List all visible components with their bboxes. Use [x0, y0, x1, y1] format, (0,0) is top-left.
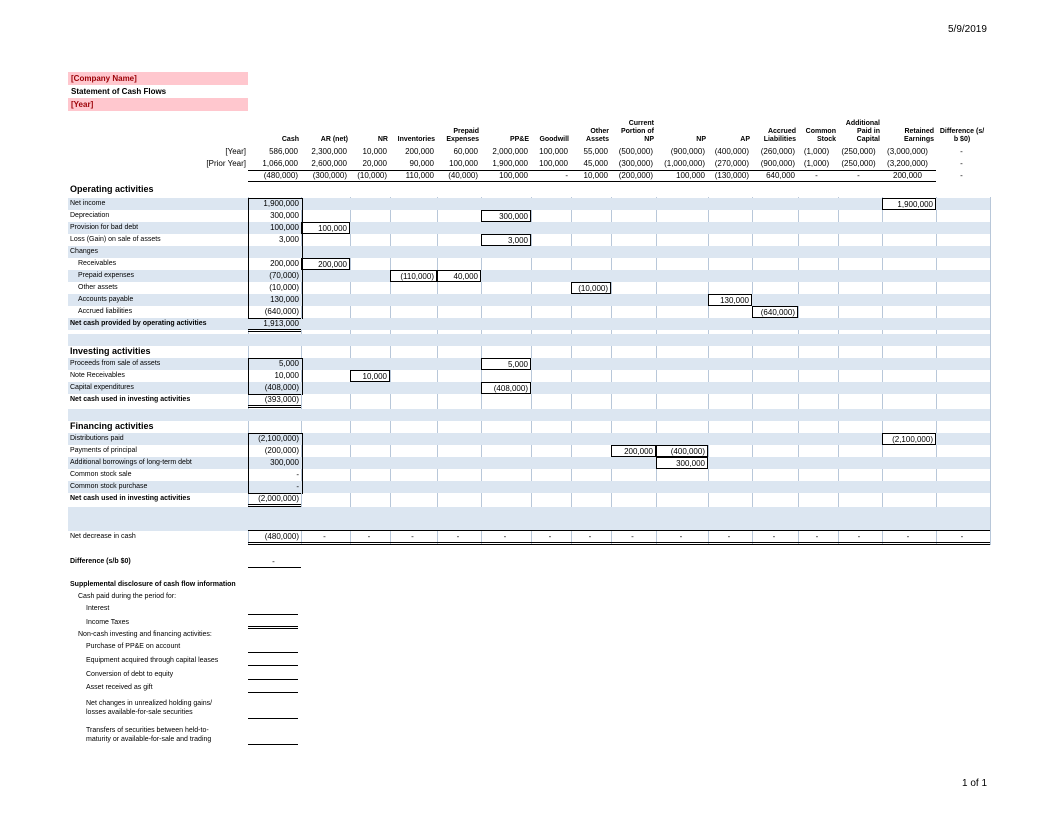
row-band [68, 270, 990, 282]
row-label: Other assets [78, 284, 118, 291]
row-band [68, 198, 990, 210]
column-header-line: NP [644, 136, 654, 143]
row-band [68, 457, 990, 469]
net-double-line [248, 542, 990, 545]
row-band [68, 409, 990, 421]
row-label: Accrued liabilities [78, 308, 133, 315]
balance-cell[interactable]: - [960, 171, 963, 180]
cash-box [248, 358, 303, 395]
balance-row-label: [Prior Year] [206, 159, 246, 168]
row-band [68, 334, 990, 346]
column-header-line: Cash [281, 136, 299, 143]
column-header-line: Goodwill [539, 136, 569, 143]
column-header-line: Accrued [767, 128, 796, 135]
noncash-item: Conversion of debt to equity [86, 671, 174, 678]
detail-cell[interactable]: (640,000) [752, 306, 798, 318]
cash-cell[interactable]: 1,900,000 [263, 199, 299, 208]
noncash-item: Purchase of PP&E on account [86, 643, 181, 650]
row-label: Loss (Gain) on sale of assets [70, 236, 161, 243]
detail-cell[interactable]: (10,000) [571, 282, 611, 294]
balance-cell[interactable]: - [960, 159, 963, 168]
net-decrease-cell[interactable]: - [456, 532, 460, 541]
balance-cell[interactable]: 10,000 [362, 147, 387, 156]
row-label: Payments of principal [70, 447, 137, 454]
balance-cell[interactable]: 60,000 [453, 147, 478, 156]
print-date: 5/9/2019 [948, 24, 987, 35]
row-label: Accounts payable [78, 296, 134, 303]
difference-label: Difference (s/b $0) [70, 558, 131, 565]
column-header-line: Difference (s/ [939, 128, 985, 135]
column-header-line: Retained [904, 128, 934, 135]
answer-line [248, 679, 298, 680]
detail-cell[interactable]: 10,000 [350, 370, 390, 382]
row-label: Common stock purchase [70, 483, 148, 490]
balance-cell[interactable]: 100,000 [539, 147, 568, 156]
column-header-line: Prepaid [453, 128, 479, 135]
net-decrease-cell[interactable]: - [503, 532, 507, 541]
detail-cell[interactable]: 130,000 [708, 294, 752, 306]
column-header-line: AR (net) [320, 136, 348, 143]
operating-title: Operating activities [70, 184, 154, 194]
balance-cell[interactable]: 640,000 [766, 171, 795, 180]
balance-cell[interactable]: (300,000) [312, 171, 347, 180]
detail-cell[interactable]: 200,000 [611, 445, 656, 457]
net-decrease-cell[interactable]: - [772, 532, 776, 541]
interest-label: Interest [86, 605, 110, 612]
column-header-line: Portion of [620, 128, 654, 135]
difference-line [248, 567, 301, 568]
transfers-label: Transfers of securities between held-to- [86, 727, 209, 734]
cash-cell[interactable]: 100,000 [270, 223, 299, 232]
net-decrease-cell[interactable]: - [906, 532, 910, 541]
column-header-line: Stock [816, 136, 836, 143]
cash-cell[interactable]: 1,913,000 [263, 319, 299, 328]
cash-cell[interactable]: (640,000) [264, 307, 299, 316]
balance-cell[interactable]: 100,000 [539, 159, 568, 168]
balance-cell[interactable]: 2,000,000 [492, 147, 528, 156]
detail-cell[interactable]: 40,000 [437, 270, 481, 282]
detail-cell[interactable]: (408,000) [481, 382, 531, 394]
balance-cell[interactable]: 2,600,000 [311, 159, 347, 168]
grid-line [990, 197, 991, 545]
total-underline [248, 405, 301, 408]
balance-cell[interactable]: - [857, 171, 860, 180]
balance-cell[interactable]: 90,000 [409, 159, 434, 168]
balance-cell[interactable]: (480,000) [263, 171, 298, 180]
column-header-line: Common [805, 128, 836, 135]
balance-cell[interactable]: (260,000) [760, 147, 795, 156]
noncash-item: Equipment acquired through capital leases [86, 657, 219, 664]
detail-cell[interactable]: 3,000 [481, 234, 531, 246]
balance-underline [248, 170, 936, 171]
cash-cell[interactable]: 300,000 [270, 211, 299, 220]
cash-paid-label: Cash paid during the period for: [78, 593, 177, 600]
column-header [798, 116, 836, 144]
column-header [481, 116, 529, 144]
answer-line [248, 614, 298, 615]
cash-cell[interactable]: (200,000) [264, 446, 299, 455]
cash-cell[interactable]: (2,100,000) [258, 434, 299, 443]
column-header [752, 116, 796, 144]
balance-cell[interactable]: (3,000,000) [887, 147, 928, 156]
column-header-line: Liabilities [763, 136, 796, 143]
column-header-line: AP [740, 136, 750, 143]
balance-cell[interactable]: 110,000 [405, 171, 434, 180]
cash-cell[interactable]: 130,000 [270, 295, 299, 304]
column-header-line: Paid in [857, 128, 880, 135]
balance-cell[interactable]: (250,000) [841, 159, 876, 168]
column-header [437, 116, 479, 144]
balance-cell[interactable]: (400,000) [714, 147, 749, 156]
balance-cell[interactable]: (1,000) [803, 159, 830, 168]
row-band [68, 481, 990, 493]
column-header [708, 116, 750, 144]
balance-cell[interactable]: (10,000) [357, 171, 387, 180]
transfers-label: maturity or available-for-sale and trading [86, 736, 212, 743]
row-label: Capital expenditures [70, 384, 134, 391]
column-header-line: Additional [845, 120, 880, 127]
cash-cell[interactable]: 10,000 [274, 371, 299, 380]
balance-cell[interactable]: (900,000) [670, 147, 705, 156]
row-label: Proceeds from sale of assets [70, 360, 161, 367]
balance-cell[interactable]: (40,000) [448, 171, 478, 180]
cash-cell[interactable]: - [296, 482, 299, 491]
column-header [531, 116, 569, 144]
balance-cell[interactable]: 100,000 [449, 159, 478, 168]
cash-cell[interactable]: (2,000,000) [258, 494, 299, 503]
total-underline [248, 329, 301, 332]
answer-line [248, 692, 298, 693]
income-taxes-label: Income Taxes [86, 619, 130, 626]
column-header [838, 116, 880, 144]
balance-cell[interactable]: 20,000 [362, 159, 387, 168]
net-decrease-cell[interactable]: - [323, 532, 326, 541]
row-label: Receivables [78, 260, 117, 267]
column-header [571, 116, 609, 144]
row-label: Net income [70, 200, 106, 207]
net-decrease-cell[interactable]: - [411, 532, 414, 541]
statement-title: Statement of Cash Flows [71, 87, 167, 96]
net-decrease-cell[interactable]: - [588, 532, 592, 541]
balance-cell[interactable]: 200,000 [893, 171, 922, 180]
cash-cell[interactable]: 200,000 [270, 259, 299, 268]
balance-cell[interactable]: - [815, 171, 818, 180]
balance-cell[interactable]: 586,000 [269, 147, 298, 156]
column-header [301, 116, 348, 144]
detail-cell[interactable]: (110,000) [390, 270, 437, 282]
net-decrease-cell[interactable]: - [857, 532, 861, 541]
supplemental-title: Supplemental disclosure of cash flow information [70, 581, 236, 588]
net-decrease-cell[interactable]: - [815, 532, 819, 541]
balance-cell[interactable]: 45,000 [583, 159, 608, 168]
column-header [248, 116, 299, 144]
balance-row-label: [Year] [225, 147, 246, 156]
detail-cell[interactable]: (2,100,000) [882, 433, 936, 445]
detail-cell[interactable]: 5,000 [481, 358, 531, 370]
column-header-line: Current [628, 120, 654, 127]
cash-cell[interactable]: 5,000 [278, 359, 299, 368]
cash-cell[interactable]: (408,000) [264, 383, 299, 392]
cash-cell[interactable]: (70,000) [269, 271, 299, 280]
column-header [936, 116, 988, 144]
row-band [68, 433, 990, 445]
page-number: 1 of 1 [962, 778, 988, 789]
column-header [611, 116, 654, 144]
cash-cell[interactable]: 3,000 [278, 235, 299, 244]
subtotal-line [248, 394, 301, 395]
column-header-line: Other [590, 128, 609, 135]
year-field[interactable]: [Year] [68, 98, 248, 111]
column-header [390, 116, 435, 144]
column-header-line: PP&E [509, 136, 529, 143]
balance-cell[interactable]: 55,000 [583, 147, 608, 156]
investing-title: Investing activities [70, 346, 151, 356]
balance-cell[interactable]: - [565, 171, 568, 180]
column-header [882, 116, 934, 144]
detail-cell[interactable]: 1,900,000 [882, 198, 936, 210]
column-header-line: Capital [856, 136, 880, 143]
balance-cell[interactable]: 10,000 [583, 171, 608, 180]
net-decrease-cell[interactable]: - [548, 532, 552, 541]
cash-cell[interactable]: - [296, 470, 299, 479]
balance-cell[interactable]: (3,200,000) [887, 159, 928, 168]
answer-line [248, 744, 298, 745]
noncash-label: Non-cash investing and financing activities: [78, 631, 212, 638]
row-band [68, 222, 990, 234]
row-label: Net cash used in investing activities [70, 495, 191, 502]
column-header-line: Expenses [446, 136, 479, 143]
row-label: Net cash used in investing activities [70, 396, 191, 403]
unrealized-label: Net changes in unrealized holding gains/ [86, 700, 213, 707]
balance-cell[interactable]: 100,000 [499, 171, 528, 180]
company-name-field[interactable]: [Company Name] [68, 72, 248, 85]
balance-cell[interactable]: 2,300,000 [311, 147, 347, 156]
unrealized-label: losses available-for-sale securities [86, 709, 193, 716]
column-header [656, 116, 706, 144]
row-label: Common stock sale [70, 471, 132, 478]
row-label: Changes [70, 248, 99, 255]
detail-cell[interactable]: 200,000 [301, 258, 350, 270]
row-label: Distributions paid [70, 435, 124, 442]
column-header-line: b $0) [953, 136, 971, 143]
answer-line [248, 626, 298, 627]
balance-cell[interactable]: 200,000 [405, 147, 434, 156]
detail-cell[interactable]: 300,000 [656, 457, 708, 469]
difference-cell[interactable]: - [272, 557, 275, 566]
cash-cell[interactable]: 300,000 [270, 458, 299, 467]
column-header-line: Inventories [397, 136, 435, 143]
subtotal-line [248, 493, 301, 494]
balance-cell[interactable]: (900,000) [760, 159, 795, 168]
balance-cell[interactable]: (300,000) [618, 159, 653, 168]
net-decrease-cell[interactable]: - [679, 532, 683, 541]
net-decrease-cell[interactable]: - [960, 532, 964, 541]
balance-cell[interactable]: - [960, 147, 963, 156]
row-label: Net cash provided by operating activities [70, 320, 207, 327]
noncash-item: Asset received as gift [86, 684, 153, 691]
balance-cell[interactable]: (1,000) [803, 147, 830, 156]
cash-cell[interactable]: (10,000) [269, 283, 299, 292]
cash-cell[interactable]: (393,000) [264, 395, 299, 404]
row-label: Additional borrowings of long-term debt [70, 459, 192, 466]
balance-cell[interactable]: (500,000) [618, 147, 653, 156]
answer-line [248, 652, 298, 653]
net-decrease-cell[interactable]: - [367, 532, 371, 541]
column-header-line: Earnings [904, 136, 934, 143]
subtotal-line [248, 318, 301, 319]
detail-cell[interactable]: (400,000) [656, 445, 708, 457]
balance-cell[interactable]: 1,900,000 [492, 159, 528, 168]
column-header [350, 116, 388, 144]
column-header-line: NR [377, 136, 388, 143]
balance-underline [248, 181, 936, 182]
balance-cell[interactable]: 1,066,000 [262, 159, 298, 168]
cash-box [248, 433, 303, 494]
balance-cell[interactable]: (250,000) [841, 147, 876, 156]
net-decrease-label: Net decrease in cash [70, 533, 136, 540]
net-decrease-cell[interactable]: - [727, 532, 731, 541]
balance-cell[interactable]: 100,000 [676, 171, 705, 180]
row-band [68, 507, 990, 519]
column-header-line: NP [696, 136, 706, 143]
financing-title: Financing activities [70, 421, 154, 431]
balance-cell[interactable]: (130,000) [714, 171, 749, 180]
row-label: Prepaid expenses [78, 272, 135, 279]
row-band [68, 294, 990, 306]
row-band [68, 246, 990, 258]
column-header-line: Assets [586, 136, 609, 143]
balance-cell[interactable]: (200,000) [618, 171, 653, 180]
net-decrease-cash[interactable]: (480,000) [264, 532, 299, 541]
balance-cell[interactable]: (270,000) [714, 159, 749, 168]
row-label: Provision for bad debt [70, 224, 139, 231]
net-decrease-cell[interactable]: - [631, 532, 634, 541]
answer-line [248, 628, 298, 629]
detail-cell[interactable]: 300,000 [481, 210, 531, 222]
answer-line [248, 718, 298, 719]
balance-cell[interactable]: (1,000,000) [664, 159, 705, 168]
net-line [248, 530, 990, 531]
answer-line [248, 665, 298, 666]
detail-cell[interactable]: 100,000 [301, 222, 350, 234]
row-label: Depreciation [70, 212, 110, 219]
row-label: Note Receivables [70, 372, 125, 379]
cash-box [248, 198, 303, 319]
